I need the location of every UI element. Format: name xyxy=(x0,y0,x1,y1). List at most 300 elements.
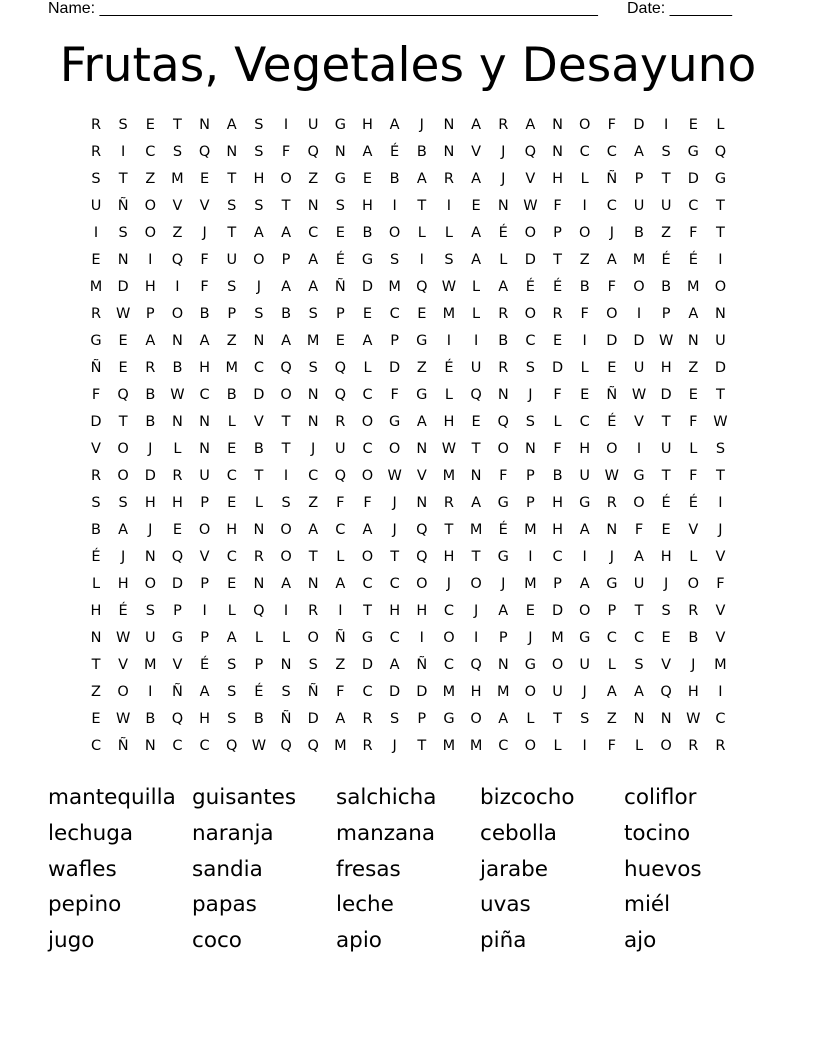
grid-letter: N xyxy=(199,441,211,457)
grid-letter: F xyxy=(336,684,345,700)
grid-letter: D xyxy=(361,279,374,295)
grid-letter: S xyxy=(525,360,535,376)
grid-letter: I xyxy=(148,252,153,268)
grid-letter: M xyxy=(171,171,184,187)
grid-letter: O xyxy=(524,738,537,754)
word-item: salchicha xyxy=(336,785,437,810)
grid-letter: C xyxy=(606,198,617,214)
grid-letter: H xyxy=(253,171,265,187)
grid-letter: A xyxy=(199,684,210,700)
grid-letter: P xyxy=(173,603,182,619)
grid-letter: H xyxy=(117,576,129,592)
word-item: manzana xyxy=(336,820,436,846)
grid-letter: T xyxy=(227,225,237,241)
grid-letter: S xyxy=(308,360,318,376)
grid-letter: L xyxy=(580,360,589,376)
word-item: jugo xyxy=(48,928,95,954)
grid-letter: Z xyxy=(416,360,427,376)
grid-letter: T xyxy=(91,657,101,673)
grid-letter: O xyxy=(578,117,591,133)
grid-letter: É xyxy=(118,603,128,619)
grid-letter: C xyxy=(525,333,536,349)
grid-letter: I xyxy=(283,117,289,133)
grid-letter: Q xyxy=(280,360,292,376)
grid-letter: D xyxy=(551,360,564,376)
grid-letter: B xyxy=(253,711,264,727)
grid-letter: N xyxy=(117,252,129,268)
grid-letter: P xyxy=(200,495,209,511)
grid-letter: O xyxy=(144,198,156,214)
grid-letter: A xyxy=(471,252,482,268)
grid-letter: N xyxy=(552,144,563,160)
grid-letter: P xyxy=(634,171,644,187)
grid-letter: É xyxy=(688,495,698,511)
grid-letter: O xyxy=(443,630,455,646)
grid-letter: R xyxy=(606,495,617,511)
grid-letter: O xyxy=(714,279,727,295)
grid-letter: N xyxy=(660,711,672,727)
grid-letter: S xyxy=(227,711,237,727)
grid-letter: D xyxy=(606,333,618,349)
grid-letter: A xyxy=(362,333,373,349)
grid-letter: F xyxy=(689,225,698,241)
word-column xyxy=(192,780,336,959)
grid-letter: H xyxy=(144,495,156,511)
grid-letter: N xyxy=(307,198,319,214)
grid-letter: S xyxy=(118,117,128,133)
grid-letter: H xyxy=(171,495,183,511)
grid-letter: B xyxy=(579,279,590,295)
grid-letter: A xyxy=(471,117,482,133)
grid-letter: L xyxy=(336,549,345,565)
grid-letter: I xyxy=(446,333,452,349)
grid-letter: B xyxy=(389,171,400,187)
grid-letter: P xyxy=(553,576,562,592)
grid-letter: O xyxy=(280,549,292,565)
grid-letter: A xyxy=(498,711,509,727)
word-column xyxy=(480,780,624,959)
grid-letter: Q xyxy=(416,522,428,538)
grid-letter: U xyxy=(579,657,590,673)
grid-letter: Z xyxy=(91,684,101,700)
grid-letter: N xyxy=(307,387,319,403)
grid-letter: Q xyxy=(334,468,347,484)
grid-letter: O xyxy=(117,441,129,457)
grid-letter: F xyxy=(689,468,698,484)
grid-letter: F xyxy=(200,279,209,295)
grid-letter: R xyxy=(90,306,102,322)
grid-letter: F xyxy=(607,279,617,295)
grid-letter: É xyxy=(91,549,101,565)
grid-letter: T xyxy=(634,603,644,619)
grid-letter: A xyxy=(362,144,373,160)
grid-letter: D xyxy=(361,657,374,673)
grid-letter: A xyxy=(281,225,291,241)
grid-letter: T xyxy=(471,441,481,457)
word-item: apio xyxy=(336,928,382,954)
word-item: ajo xyxy=(624,928,657,954)
grid-letter: B xyxy=(172,360,183,376)
grid-letter: U xyxy=(552,684,563,700)
grid-letter: O xyxy=(470,711,482,727)
grid-letter: C xyxy=(253,360,264,376)
grid-letter: O xyxy=(171,306,184,322)
grid-letter: S xyxy=(390,711,400,727)
grid-letter: M xyxy=(714,657,727,673)
grid-letter: W xyxy=(115,630,131,646)
grid-letter: N xyxy=(606,522,618,538)
grid-letter: J xyxy=(392,522,397,538)
grid-letter: I xyxy=(664,117,669,133)
grid-letter: U xyxy=(226,252,238,268)
grid-letter: A xyxy=(634,684,644,700)
grid-letter: E xyxy=(607,360,617,376)
word-item: miél xyxy=(624,892,671,918)
grid-letter: Q xyxy=(714,144,727,160)
grid-letter: G xyxy=(361,252,374,268)
grid-letter: H xyxy=(416,603,428,619)
grid-letter: O xyxy=(280,387,292,403)
grid-letter: N xyxy=(226,144,238,160)
grid-letter: N xyxy=(172,414,183,430)
grid-letter: G xyxy=(334,171,346,187)
grid-letter: L xyxy=(282,630,291,646)
grid-letter: N xyxy=(552,117,563,133)
grid-letter: A xyxy=(253,225,264,241)
grid-letter: D xyxy=(551,603,564,619)
grid-letter: A xyxy=(498,603,509,619)
grid-letter: S xyxy=(661,144,671,160)
grid-letter: N xyxy=(497,387,509,403)
grid-letter: S xyxy=(118,225,128,241)
grid-letter: C xyxy=(633,630,645,646)
grid-letter: I xyxy=(148,684,153,700)
grid-letter: T xyxy=(281,414,291,430)
grid-letter: M xyxy=(551,630,564,646)
grid-letter: J xyxy=(582,684,587,700)
grid-letter: D xyxy=(714,360,727,376)
grid-letter: T xyxy=(118,171,128,187)
grid-letter: Ñ xyxy=(280,711,292,727)
grid-letter: H xyxy=(144,279,156,295)
grid-letter: É xyxy=(200,657,210,673)
grid-letter: T xyxy=(716,225,725,241)
grid-letter: E xyxy=(335,333,345,349)
grid-letter: F xyxy=(634,522,644,538)
grid-letter: O xyxy=(117,684,129,700)
grid-letter: Z xyxy=(661,225,672,241)
grid-letter: M xyxy=(89,279,103,295)
grid-letter: Z xyxy=(606,711,617,727)
word-item: fresas xyxy=(336,856,401,882)
grid-letter: B xyxy=(226,387,237,403)
grid-letter: J xyxy=(501,171,506,187)
grid-letter: W xyxy=(523,198,538,214)
grid-letter: E xyxy=(471,414,481,430)
grid-letter: O xyxy=(633,495,645,511)
grid-letter: A xyxy=(226,117,237,133)
grid-letter: B xyxy=(498,333,509,349)
grid-letter: V xyxy=(634,414,644,430)
grid-letter: A xyxy=(362,522,373,538)
grid-letter: A xyxy=(308,252,319,268)
grid-letter: B xyxy=(253,441,264,457)
grid-letter: E xyxy=(417,306,427,322)
grid-letter: V xyxy=(688,522,699,538)
grid-letter: Q xyxy=(416,279,428,295)
grid-letter: N xyxy=(687,333,699,349)
grid-letter: F xyxy=(91,387,101,403)
grid-letter: W xyxy=(115,306,131,322)
grid-letter: D xyxy=(90,414,102,430)
grid-letter: F xyxy=(553,441,562,457)
grid-letter: C xyxy=(389,576,400,592)
grid-letter: M xyxy=(334,738,347,754)
grid-letter: E xyxy=(91,252,101,268)
grid-letter: Q xyxy=(416,549,428,565)
grid-letter: S xyxy=(227,198,237,214)
grid-letter: N xyxy=(253,522,265,538)
grid-letter: H xyxy=(443,549,455,565)
grid-letter: H xyxy=(552,522,563,538)
grid-letter: L xyxy=(472,279,481,295)
grid-letter: U xyxy=(715,333,726,349)
grid-letter: E xyxy=(227,441,237,457)
grid-letter: C xyxy=(335,522,346,538)
grid-letter: G xyxy=(714,171,727,187)
grid-letter: E xyxy=(335,225,345,241)
grid-letter: N xyxy=(443,144,455,160)
grid-letter: D xyxy=(633,333,645,349)
grid-letter: O xyxy=(524,225,537,241)
grid-letter: A xyxy=(281,333,291,349)
grid-letter: A xyxy=(389,657,400,673)
grid-letter: T xyxy=(553,252,562,268)
grid-letter: C xyxy=(172,738,183,754)
grid-letter: É xyxy=(661,252,671,268)
grid-letter: R xyxy=(715,738,726,754)
grid-letter: T xyxy=(553,711,562,727)
grid-letter: I xyxy=(718,684,723,700)
grid-letter: R xyxy=(90,117,102,133)
grid-letter: S xyxy=(308,657,318,673)
grid-letter: W xyxy=(713,414,728,430)
grid-letter: E xyxy=(118,333,128,349)
grid-letter: F xyxy=(390,387,399,403)
grid-letter: O xyxy=(524,306,537,322)
grid-letter: D xyxy=(524,252,536,268)
grid-letter: J xyxy=(501,144,506,160)
word-item: coliflor xyxy=(624,785,697,810)
grid-letter: A xyxy=(579,576,590,592)
grid-letter: C xyxy=(90,738,102,754)
grid-letter: N xyxy=(144,549,156,565)
grid-letter: N xyxy=(524,441,536,457)
grid-letter: B xyxy=(362,225,373,241)
grid-letter: V xyxy=(661,657,672,673)
grid-letter: Q xyxy=(470,657,482,673)
grid-letter: W xyxy=(251,738,267,754)
grid-letter: F xyxy=(499,468,508,484)
grid-letter: I xyxy=(582,198,587,214)
grid-letter: J xyxy=(121,549,126,565)
grid-letter: N xyxy=(633,711,645,727)
grid-letter: A xyxy=(471,171,482,187)
word-item: leche xyxy=(336,892,394,918)
grid-letter: S xyxy=(661,603,671,619)
grid-letter: W xyxy=(441,279,457,295)
grid-letter: T xyxy=(390,549,400,565)
grid-letter: N xyxy=(144,738,156,754)
grid-letter: G xyxy=(90,333,102,349)
grid-letter: N xyxy=(416,441,428,457)
grid-letter: Q xyxy=(198,144,211,160)
grid-letter: Q xyxy=(171,711,184,727)
grid-letter: N xyxy=(497,657,509,673)
grid-letter: É xyxy=(444,360,454,376)
grid-letter: T xyxy=(444,522,454,538)
grid-letter: N xyxy=(497,198,509,214)
word-item: lechuga xyxy=(48,820,134,846)
grid-letter: V xyxy=(416,468,427,484)
grid-letter: B xyxy=(281,306,292,322)
grid-letter: W xyxy=(658,333,674,349)
grid-letter: O xyxy=(280,522,292,538)
grid-letter: J xyxy=(419,117,424,133)
grid-letter: U xyxy=(633,576,645,592)
word-item: guisantes xyxy=(192,785,297,810)
grid-letter: U xyxy=(144,630,156,646)
grid-letter: A xyxy=(688,306,699,322)
grid-letter: N xyxy=(307,576,319,592)
grid-letter: É xyxy=(498,522,508,538)
grid-letter: M xyxy=(442,306,456,322)
grid-letter: E xyxy=(688,387,698,403)
grid-letter: E xyxy=(227,495,237,511)
grid-letter: M xyxy=(687,279,700,295)
grid-letter: C xyxy=(443,657,454,673)
grid-letter: M xyxy=(469,522,483,538)
grid-letter: B xyxy=(416,144,427,160)
grid-letter: B xyxy=(199,306,210,322)
grid-letter: J xyxy=(528,630,533,646)
word-item: naranja xyxy=(192,820,274,846)
grid-letter: O xyxy=(198,522,211,538)
grid-letter: S xyxy=(254,117,264,133)
grid-letter: I xyxy=(283,468,289,484)
grid-letter: É xyxy=(552,279,563,295)
grid-letter: O xyxy=(253,252,265,268)
grid-letter: E xyxy=(172,522,183,538)
grid-letter: S xyxy=(254,306,264,322)
grid-letter: Ñ xyxy=(334,630,346,646)
grid-letter: P xyxy=(254,657,264,673)
grid-letter: C xyxy=(226,549,237,565)
grid-letter: E xyxy=(200,171,210,187)
grid-letter: C xyxy=(362,441,373,457)
grid-letter: H xyxy=(552,171,563,187)
grid-letter: O xyxy=(388,441,401,457)
grid-letter: S xyxy=(281,684,291,700)
grid-letter: N xyxy=(199,117,211,133)
word-item: wafles xyxy=(48,856,117,882)
grid-letter: N xyxy=(334,144,346,160)
grid-letter: C xyxy=(389,630,400,646)
grid-letter: J xyxy=(148,441,153,457)
grid-letter: P xyxy=(200,576,209,592)
word-item: coco xyxy=(192,928,242,954)
grid-letter: E xyxy=(552,333,563,349)
grid-letter: C xyxy=(443,603,454,619)
grid-letter: Q xyxy=(253,603,265,619)
grid-letter: J xyxy=(392,738,397,754)
grid-letter: R xyxy=(688,603,699,619)
grid-letter: E xyxy=(362,171,373,187)
grid-letter: J xyxy=(718,522,723,538)
grid-letter: J xyxy=(528,387,533,403)
grid-letter: U xyxy=(660,441,672,457)
grid-letter: D xyxy=(416,684,428,700)
grid-letter: O xyxy=(660,738,672,754)
grid-letter: H xyxy=(362,198,373,214)
grid-letter: Ñ xyxy=(117,738,129,754)
grid-letter: J xyxy=(691,657,696,673)
grid-letter: C xyxy=(308,468,319,484)
grid-letter: Ñ xyxy=(334,279,346,295)
grid-letter: P xyxy=(553,225,562,241)
grid-letter: J xyxy=(256,279,262,295)
grid-letter: V xyxy=(471,144,482,160)
grid-letter: I xyxy=(582,738,587,754)
grid-letter: O xyxy=(497,441,509,457)
grid-letter: P xyxy=(526,468,535,484)
grid-letter: O xyxy=(551,657,564,673)
grid-letter: L xyxy=(91,576,101,592)
grid-letter: Q xyxy=(307,144,319,160)
grid-letter: I xyxy=(392,198,397,214)
grid-letter: P xyxy=(227,306,237,322)
grid-letter: R xyxy=(90,468,102,484)
grid-letter: Ñ xyxy=(606,171,618,187)
grid-letter: V xyxy=(253,414,264,430)
name-label: Name: ________________________________________________________ xyxy=(48,0,598,17)
grid-letter: N xyxy=(172,333,183,349)
grid-letter: E xyxy=(471,198,481,214)
grid-letter: A xyxy=(525,117,536,133)
grid-letter: R xyxy=(688,738,699,754)
grid-letter: L xyxy=(417,225,426,241)
grid-letter: T xyxy=(716,387,725,403)
grid-letter: A xyxy=(226,630,237,646)
grid-letter: J xyxy=(202,225,207,241)
grid-letter: B xyxy=(634,225,644,241)
grid-letter: U xyxy=(307,117,319,133)
grid-letter: I xyxy=(582,333,587,349)
grid-letter: Z xyxy=(335,657,346,673)
grid-letter: A xyxy=(335,711,346,727)
grid-letter: C xyxy=(715,711,726,727)
grid-letter: A xyxy=(416,171,427,187)
grid-letter: A xyxy=(498,279,509,295)
grid-letter: G xyxy=(361,630,374,646)
grid-letter: Z xyxy=(172,225,183,241)
grid-letter: E xyxy=(661,522,671,538)
grid-letter: C xyxy=(226,468,237,484)
grid-letter: D xyxy=(307,711,319,727)
grid-letter: R xyxy=(362,738,373,754)
grid-letter: Q xyxy=(171,549,184,565)
grid-letter: G xyxy=(416,387,428,403)
